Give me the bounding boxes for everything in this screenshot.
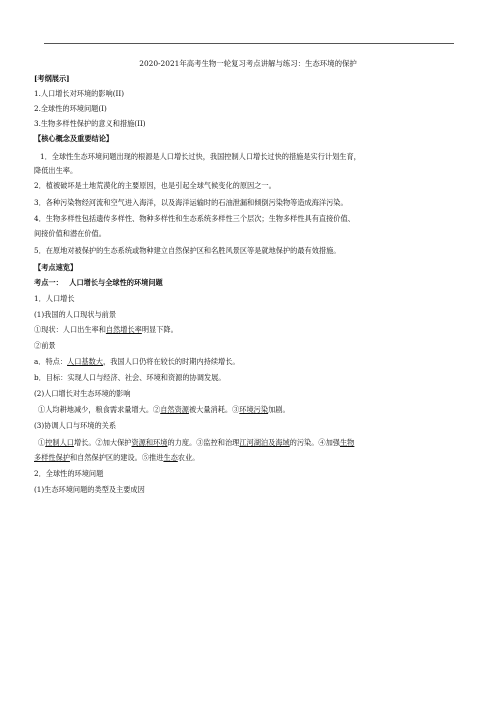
section-1: 1．人口增长: [34, 294, 75, 303]
status-line: ①现状：人口出生率和自然增长率明显下降。: [34, 325, 178, 334]
core-point-1-cont: 降低出生率。: [34, 166, 78, 175]
syllabus-item-2: 2.全球性的环境问题(I): [34, 104, 107, 113]
core-heading: 【核心概念及重要结论】: [34, 134, 114, 143]
prospect-label: ②前景: [34, 341, 56, 350]
core-point-3: 3．各种污染物经河流和空气进入海洋，以及海洋运输时的石油泄漏和倾倒污染物等造成海洋污染。: [34, 198, 348, 207]
measures-line: ①控制人口增长。②加大保护资源和环境的力度。③监控和治理江河湖泊及海域的污染。④加强生物: [38, 438, 355, 447]
section-1-1: (1)我国的人口现状与前景: [34, 310, 117, 319]
document-title: 2020-2021年高考生物一轮复习考点讲解与练习：生态环境的保护: [139, 59, 357, 68]
goal-line: b．目标：实现人口与经济、社会、环境和资源的协调发展。: [34, 373, 226, 382]
core-point-4-cont: 间接价值和潜在价值。: [34, 229, 106, 238]
section-2: 2．全球性的环境问题: [34, 469, 104, 478]
core-point-1: 1．全球性生态环境问题出现的根源是人口增长过快，我国控制人口增长过快的措施是实行计划生育，: [40, 152, 361, 161]
point1-label: 考点一：: [34, 278, 63, 287]
core-point-2: 2．植被破坏是土地荒漠化的主要原因，也是引起全球气候变化的原因之一。: [34, 181, 276, 190]
core-point-5: 5．在原地对被保护的生态系统或物种建立自然保护区和名胜风景区等是就地保护的最有效措施。: [34, 246, 341, 255]
point1-heading: [34, 278, 163, 287]
core-point-4: 4．生物多样性包括遗传多样性、物种多样性和生态系统多样性三个层次；生物多样性具有直接价值、: [34, 214, 355, 223]
impact-line: ①人均耕地减少，粮食需求量增大。②自然资源被大量消耗。③环境污染加剧。: [38, 405, 290, 414]
section-1-2: (2)人口增长对生态环境的影响: [34, 389, 131, 398]
review-heading: 【考点速览】: [34, 263, 78, 272]
syllabus-item-3: 3.生物多样性保护的意义和措施(II): [34, 119, 146, 128]
measures-line-cont: 多样性保护和自然保护区的建设。⑤推进生态农业。: [34, 453, 200, 462]
syllabus-item-1: 1.人口增长对环境的影响(II): [34, 89, 125, 98]
point1-title: 人口增长与全球性的环境问题: [69, 278, 163, 287]
syllabus-heading: [考纲展示]: [34, 74, 70, 83]
header-rule: [44, 43, 454, 44]
feature-line: a．特点：人口基数大，我国人口仍将在较长的时期内持续增长。: [34, 357, 240, 366]
section-1-3: (3)协调人口与环境的关系: [34, 421, 117, 430]
section-2-1: (1)生态环境问题的类型及主要成因: [34, 485, 145, 494]
